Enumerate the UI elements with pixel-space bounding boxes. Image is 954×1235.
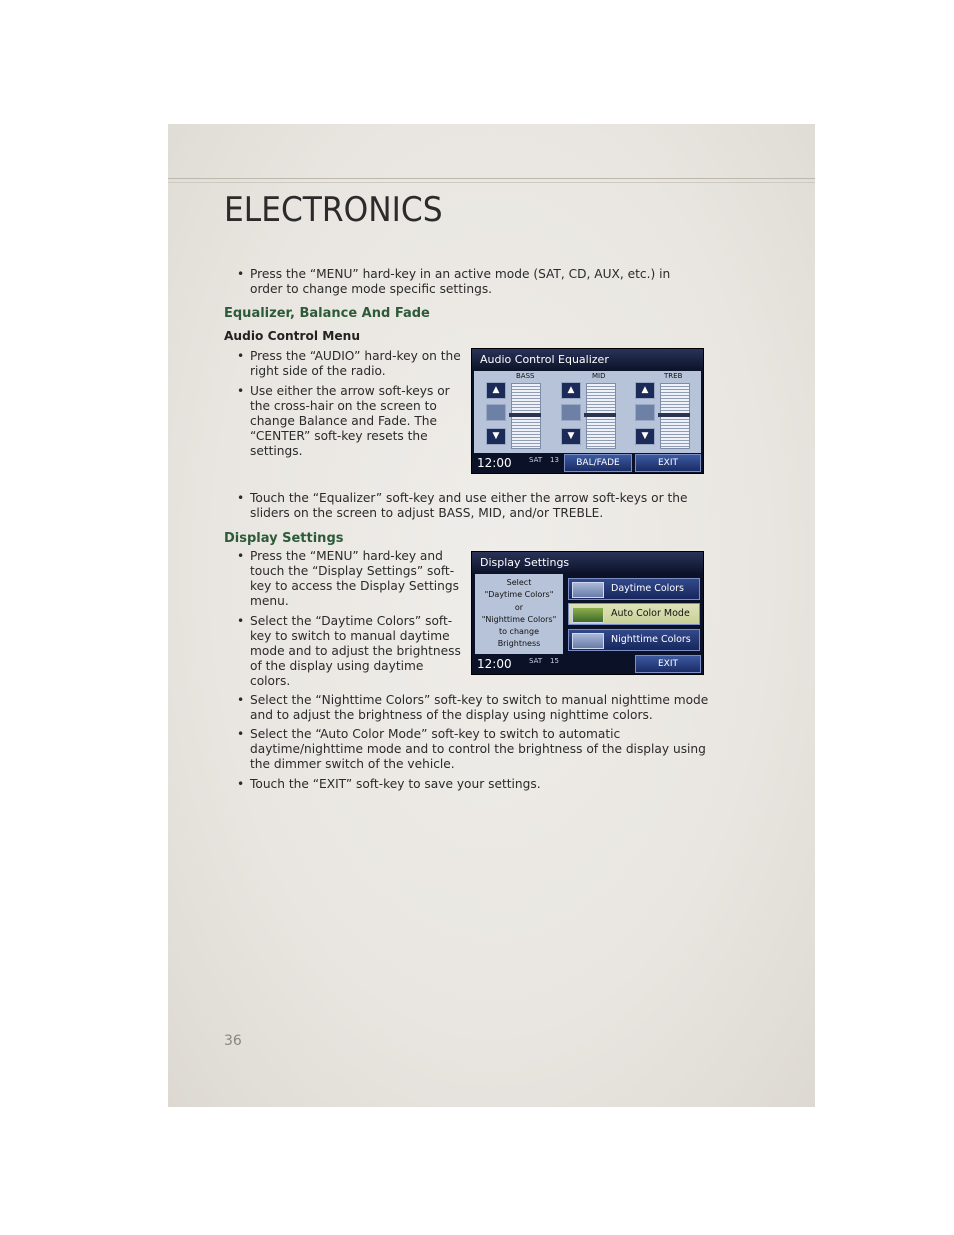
eq-after-bullet: • Touch the “Equalizer” soft-key and use either the arrow soft-keys or the sliders on the screen to adjust BASS, MID, and/or TREBLE. — [237, 491, 720, 521]
daytime-colors-button[interactable] — [568, 578, 700, 600]
eq-bullet-2: • Use either the arrow soft-keys or the cross-hair on the screen to change Balance and Fade. The “CENTER” soft-key resets the settings. — [237, 384, 462, 459]
clock: 12:00 — [477, 456, 512, 470]
ds-status-bar — [472, 654, 703, 674]
mid-slider[interactable] — [586, 383, 616, 449]
exit-button[interactable]: EXIT — [635, 454, 701, 472]
sat-indicator: SAT — [529, 657, 543, 665]
ds-instruction-line: or — [514, 602, 524, 612]
bass-slider[interactable] — [511, 383, 541, 449]
intro-bullet: • Press the “MENU” hard-key in an active mode (SAT, CD, AUX, etc.) in order to change mode specific settings. — [237, 267, 700, 297]
bass-center-button[interactable] — [486, 404, 506, 421]
display-bullet-4: • Select the “Auto Color Mode” soft-key to switch to automatic daytime/nighttime mode and to control the brightness of the display using the dimmer switch of the vehicle. — [237, 727, 720, 772]
eq-panel — [474, 371, 701, 453]
display-bullet-1: • Press the “MENU” hard-key and touch the “Display Settings” soft-key to access the Display Settings menu. — [237, 549, 462, 609]
arrow-up-icon: ▲ — [641, 385, 649, 395]
display-mode-icon — [572, 582, 604, 598]
mid-down-button[interactable] — [561, 428, 581, 445]
arrow-up-icon: ▲ — [567, 385, 575, 395]
header-rule-secondary — [168, 182, 815, 183]
slider-knob[interactable] — [658, 413, 690, 417]
nighttime-colors-label: Nighttime Colors — [611, 634, 691, 645]
equalizer-screen — [471, 348, 704, 474]
bal-fade-button[interactable]: BAL/FADE — [564, 454, 632, 472]
arrow-down-icon: ▼ — [492, 431, 500, 441]
manual-page — [168, 124, 815, 1107]
ds-instruction-line: Brightness — [497, 639, 541, 649]
treb-slider[interactable] — [660, 383, 690, 449]
ds-instruction-panel — [475, 574, 563, 656]
header-rule — [168, 178, 815, 179]
page-number: 36 — [224, 1033, 242, 1049]
audio-menu-subheading: Audio Control Menu — [224, 329, 360, 343]
eq-heading: Equalizer, Balance And Fade — [224, 306, 430, 321]
arrow-up-icon: ▲ — [492, 385, 500, 395]
auto-color-mode-button[interactable] — [568, 603, 700, 625]
band-label-treb: TREB — [664, 372, 683, 380]
auto-mode-icon — [572, 607, 604, 623]
mid-center-button[interactable] — [561, 404, 581, 421]
treb-center-button[interactable] — [635, 404, 655, 421]
exit-button[interactable]: EXIT — [635, 655, 701, 673]
eq-status-bar — [472, 453, 703, 473]
arrow-down-icon: ▼ — [641, 431, 649, 441]
eq-bullet-1: • Press the “AUDIO” hard-key on the right side of the radio. — [237, 349, 462, 379]
band-label-bass: BASS — [516, 372, 535, 380]
ds-instruction-line: "Daytime Colors" — [484, 590, 554, 600]
channel-number: 13 — [550, 456, 559, 464]
arrow-down-icon: ▼ — [567, 431, 575, 441]
slider-knob[interactable] — [509, 413, 541, 417]
display-bullet-2: • Select the “Daytime Colors” soft-key to switch to manual daytime mode and to adjust the brightness of the display using daytime colors. — [237, 614, 462, 689]
ds-instruction-line: to change — [498, 627, 539, 637]
band-label-mid: MID — [592, 372, 606, 380]
nighttime-colors-button[interactable] — [568, 629, 700, 651]
bass-down-button[interactable] — [486, 428, 506, 445]
display-mode-icon — [572, 633, 604, 649]
page-title: ELECTRONICS — [224, 190, 443, 230]
eq-screen-title: Audio Control Equalizer — [480, 353, 609, 366]
slider-knob[interactable] — [584, 413, 616, 417]
display-settings-screen — [471, 551, 704, 675]
display-bullet-3: • Select the “Nighttime Colors” soft-key to switch to manual nighttime mode and to adjust the brightness of the display using nighttime colors. — [237, 693, 720, 723]
daytime-colors-label: Daytime Colors — [611, 583, 684, 594]
ds-instruction-line: Select — [506, 578, 532, 587]
sat-indicator: SAT — [529, 456, 543, 464]
clock: 12:00 — [477, 657, 512, 671]
ds-screen-title: Display Settings — [480, 556, 570, 569]
treb-down-button[interactable] — [635, 428, 655, 445]
bass-up-button[interactable] — [486, 382, 506, 399]
mid-up-button[interactable] — [561, 382, 581, 399]
channel-number: 15 — [550, 657, 559, 665]
display-heading: Display Settings — [224, 531, 344, 546]
ds-instruction-line: "Nighttime Colors" — [481, 614, 557, 624]
treb-up-button[interactable] — [635, 382, 655, 399]
display-bullet-5: • Touch the “EXIT” soft-key to save your settings. — [237, 777, 720, 792]
auto-color-mode-label: Auto Color Mode — [611, 608, 690, 619]
